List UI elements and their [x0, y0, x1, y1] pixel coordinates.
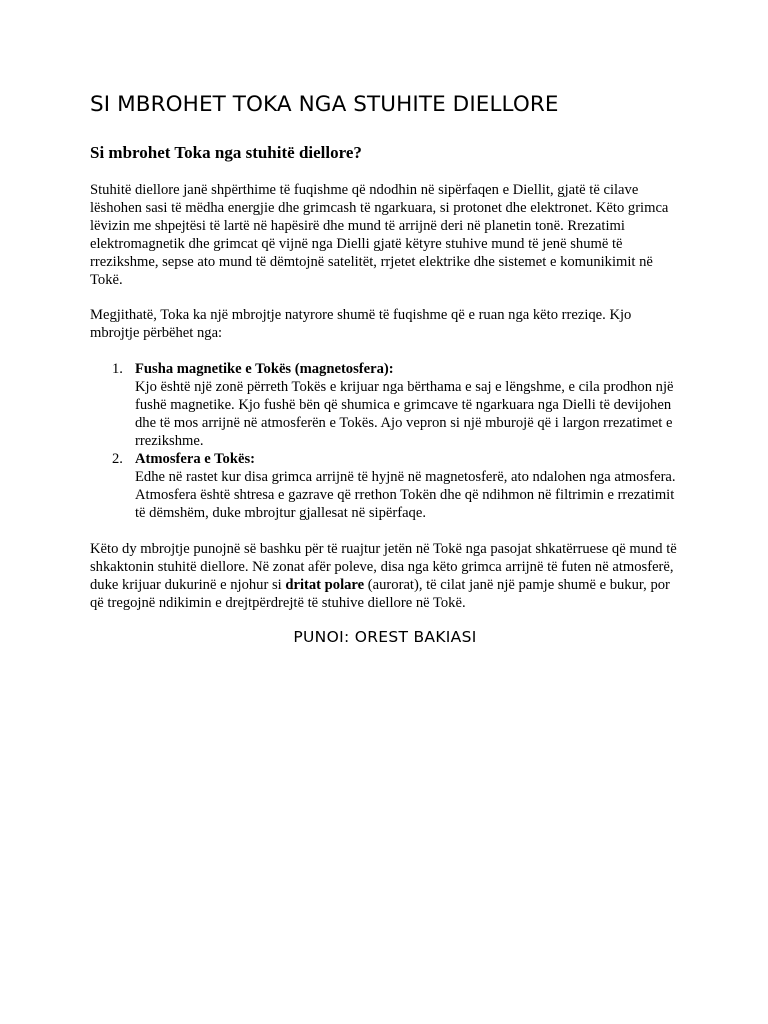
list-item-label: Fusha magnetike e Tokës (magnetosfera): — [135, 361, 394, 377]
paragraph-protection: Megjithatë, Toka ka një mbrojtje natyrore shumë të fuqishme që e ruan nga këto rreziqe. Kjo mbrojtje përbëhet nga: — [90, 307, 632, 341]
list-item-text: Edhe në rastet kur disa grimca arrijnë të hyjnë në magnetosferë, ato ndalohen nga atmosfera. Atmosfera është shtresa e gazrave që rrethon Tokën dhe që ndihmon në filtrimin e rrezatimit të dëmshëm, duke mbrojtur gjallesat në sipërfaqe. — [135, 469, 676, 521]
document-subtitle: Si mbrohet Toka nga stuhitë diellore? — [90, 143, 362, 162]
author-credit: PUNOI: OREST BAKIASI — [293, 628, 477, 646]
conclusion-bold-term: dritat polare — [285, 577, 365, 593]
list-item-number: 2. — [112, 451, 123, 467]
list-item — [90, 360, 680, 450]
list-item-number: 1. — [112, 361, 123, 377]
paragraph-intro: Stuhitë diellore janë shpërthime të fuqishme që ndodhin në sipërfaqen e Diellit, gjatë të cilave lëshohen sasi të mëdha energjie dhe grimcash të ngarkuara, si protonet dhe elektronet. Këto grimca lëvizin me shpejtësi të lartë në hapësirë dhe mund të arrijnë deri në planetin tonë. Rrezatimi elektromagnetik dhe grimcat që vijnë nga Dielli gjatë këtyre stuhive mund të jenë shumë të rrezikshme, sepse ato mund të dëmtojnë satelitët, rrjetet elektrike dhe sistemet e komunikimit në Tokë. — [90, 182, 669, 288]
protection-list — [90, 360, 680, 522]
conclusion-text-end: (aurorat), të cilat janë një pamje shumë e bukur, por që tregojnë ndikimin e drejtpërdrejtë të stuhive diellore në Tokë. — [90, 577, 670, 611]
list-item-text: Kjo është një zonë përreth Tokës e krijuar nga bërthama e saj e lëngshme, e cila prodhon një fushë magnetike. Kjo fushë bën që shumica e grimcave të ngarkuara nga Dielli të devijohen dhe të mos arrijnë në atmosferën e Tokës. Ajo vepron si një mburojë që i largon rrezatimet e rrezikshme. — [135, 379, 674, 449]
list-item-label: Atmosfera e Tokës: — [135, 451, 255, 467]
list-item — [90, 450, 680, 522]
document-title: SI MBROHET TOKA NGA STUHITE DIELLORE — [90, 92, 559, 117]
paragraph-conclusion — [90, 540, 680, 612]
conclusion-text-start: Këto dy mbrojtje punojnë së bashku për të ruajtur jetën në Tokë nga pasojat shkatërruese që mund të shkaktonin stuhitë diellore. Në zonat afër poleve, disa nga këto grimca arrijnë të futen në atmosferë, duke krijuar dukurinë e njohur si — [90, 541, 677, 593]
